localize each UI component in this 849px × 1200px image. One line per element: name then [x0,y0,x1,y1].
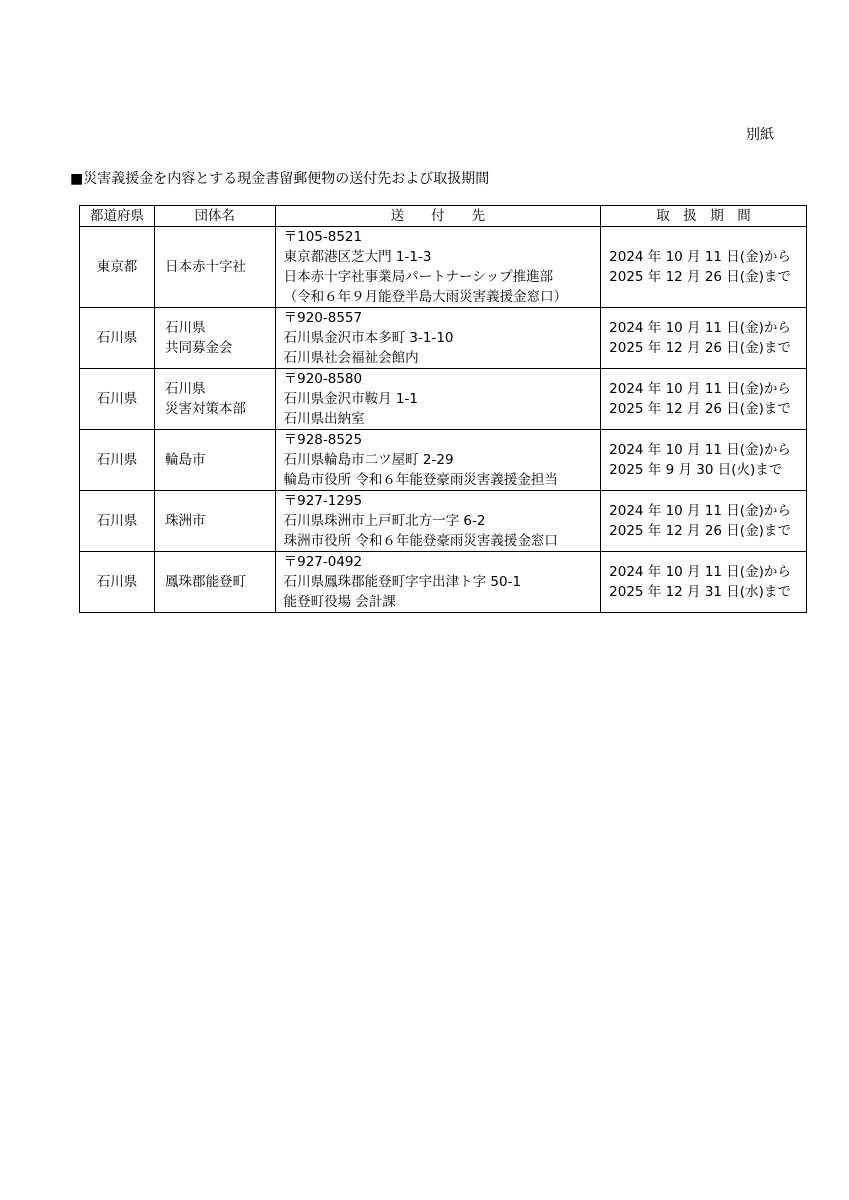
document-title: ■災害義援金を内容とする現金書留郵便物の送付先および取扱期間 [70,171,490,187]
organization-cell [155,430,276,491]
prefecture-cell: 石川県 [80,491,155,552]
organization-line: 輪島市 [165,452,206,468]
postal-code: 〒920-8557 [283,310,363,326]
prefecture-cell: 石川県 [80,308,155,369]
organization-cell [155,491,276,552]
organization-cell [155,308,276,369]
header-organization: 団体名 [155,206,276,227]
address-line: 東京都港区芝大門 1-1-3 [283,249,432,265]
address-cell [275,308,601,369]
period-start: 2024 年 10 月 11 日(金)から [609,442,791,458]
header-prefecture: 都道府県 [80,206,155,227]
organization-cell [155,369,276,430]
period-start: 2024 年 10 月 11 日(金)から [609,503,791,519]
table-row [80,430,807,491]
organization-cell [155,227,276,308]
address-line: 石川県珠洲市上戸町北方一字 6-2 [283,513,486,529]
prefecture-cell: 東京都 [80,227,155,308]
period-start: 2024 年 10 月 11 日(金)から [609,381,791,397]
address-line: 日本赤十字社事業局パートナーシップ推進部 [283,269,554,285]
address-cell [275,552,601,613]
address-line: 石川県輪島市二ツ屋町 2-29 [283,452,454,468]
postal-code: 〒927-1295 [283,493,363,509]
period-end: 2025 年 12 月 31 日(水)まで [609,584,791,600]
address-line: 石川県金沢市鞍月 1-1 [283,391,418,407]
period-cell [601,430,807,491]
address-cell [275,491,601,552]
header-period: 取 扱 期 間 [601,206,807,227]
table-row [80,308,807,369]
organization-line: 石川県 [165,320,206,336]
period-cell [601,552,807,613]
address-cell [275,430,601,491]
organization-line: 珠洲市 [165,513,206,529]
header-address: 送 付 先 [275,206,601,227]
period-end: 2025 年 12 月 26 日(金)まで [609,340,791,356]
address-cell [275,369,601,430]
organization-line: 鳳珠郡能登町 [165,574,246,590]
address-line: 石川県鳳珠郡能登町字宇出津ト字 50-1 [283,574,522,590]
postal-code: 〒927-0492 [283,554,363,570]
prefecture-cell: 石川県 [80,430,155,491]
postal-code: 〒105-8521 [283,229,363,245]
period-cell [601,491,807,552]
period-end: 2025 年 12 月 26 日(金)まで [609,523,791,539]
address-line: （令和６年９月能登半島大雨災害義援金窓口） [283,289,568,305]
organization-line: 日本赤十字社 [165,259,246,275]
period-start: 2024 年 10 月 11 日(金)から [609,249,791,265]
organization-line: 共同募金会 [165,340,233,356]
prefecture-cell: 石川県 [80,369,155,430]
table-header-row [80,206,807,227]
postal-code: 〒920-8580 [283,371,363,387]
period-end: 2025 年 12 月 26 日(金)まで [609,401,791,417]
postal-code: 〒928-8525 [283,432,363,448]
period-cell [601,227,807,308]
address-line: 輪島市役所 令和６年能登豪雨災害義援金担当 [283,472,558,488]
period-cell [601,308,807,369]
delivery-table [79,205,807,613]
address-line: 石川県出納室 [283,411,365,427]
attachment-label: 別紙 [746,127,774,143]
address-line: 珠洲市役所 令和６年能登豪雨災害義援金窓口 [283,533,558,549]
prefecture-cell: 石川県 [80,552,155,613]
address-line: 石川県金沢市本多町 3-1-10 [283,330,454,346]
table-row [80,227,807,308]
address-line: 能登町役場 会計課 [283,594,396,610]
table-row [80,369,807,430]
address-line: 石川県社会福祉会館内 [283,350,419,366]
organization-cell [155,552,276,613]
organization-line: 災害対策本部 [165,401,246,417]
table-row [80,552,807,613]
period-end: 2025 年 9 月 30 日(火)まで [609,462,783,478]
address-cell [275,227,601,308]
organization-line: 石川県 [165,381,206,397]
period-start: 2024 年 10 月 11 日(金)から [609,320,791,336]
period-start: 2024 年 10 月 11 日(金)から [609,564,791,580]
table-row [80,491,807,552]
period-end: 2025 年 12 月 26 日(金)まで [609,269,791,285]
period-cell [601,369,807,430]
